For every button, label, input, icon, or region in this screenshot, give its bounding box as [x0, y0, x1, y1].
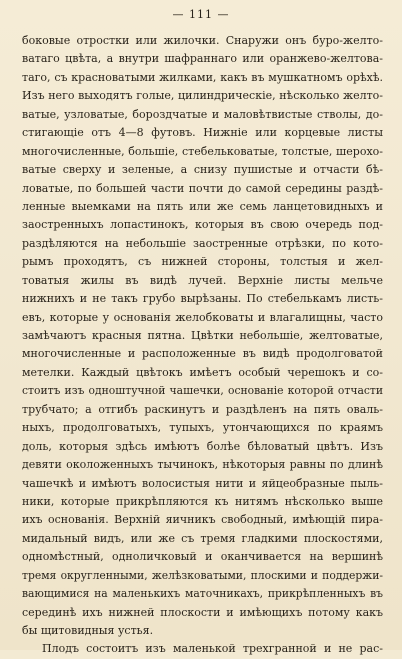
- text-line: доль, которыя здѣсь имѣютъ болѣе бѣловатый цвѣтъ. Изъ: [22, 439, 383, 453]
- text-line: многочисленные и расположенные въ видѣ продолговатой: [22, 347, 383, 361]
- text-line: тремя округленными, желѣзковатыми, плоскими и поддержи-: [22, 568, 383, 582]
- text-line: ватаго цвѣта, а внутри шафраннаго или оранжево-желтова-: [22, 52, 383, 66]
- text-line: Плодъ состоитъ изъ маленькой трехгранной и не рас-: [42, 642, 383, 656]
- text-line: ловатые, по большей части почти до самой середины раздѣ-: [22, 181, 383, 195]
- text-line: рымъ проходятъ, съ нижней стороны, толстыя и жел-: [22, 255, 383, 269]
- text-line: нижнихъ и не такъ грубо вырѣзаны. По стебелькамъ листь-: [22, 292, 383, 306]
- text-line: раздѣляются на небольшіе заостренные отрѣзки, по кото-: [22, 236, 383, 250]
- text-line: ватые, узловатые, бороздчатые и маловѣтвистые стволы, до-: [22, 107, 383, 121]
- text-line: метелки. Каждый цвѣтокъ имѣетъ особый черешокъ и со-: [22, 365, 383, 379]
- text-line: Изъ него выходятъ голые, цилиндрическіе, нѣсколько желто-: [22, 89, 383, 103]
- text-line: таго, съ красноватыми жилками, какъ въ мушкатномъ орѣхѣ.: [22, 70, 383, 84]
- text-line: трубчато; а отгибъ раскинутъ и раздѣленъ на пять оваль-: [22, 402, 383, 416]
- text-line: серединѣ ихъ нижней плоскости и имѣющихъ потому какъ: [22, 605, 383, 619]
- text-line: ники, которые прикрѣпляются къ нитямъ нѣсколько выше: [22, 494, 383, 508]
- text-line: девяти околоженныхъ тычинокъ, нѣкоторыя равны по длинѣ: [22, 458, 383, 472]
- text-line: бы щитовидныя устья.: [22, 624, 154, 637]
- text-line: боковые отростки или жилочки. Снаружи онъ буро-желто-: [22, 34, 383, 47]
- text-line: мидальный видъ, или же съ тремя гладкими плоскостями,: [22, 531, 383, 545]
- text-line: ихъ основанія. Верхній яичникъ свободный, имѣющій пира-: [22, 513, 383, 527]
- text-line: ватые сверху и зеленые, а снизу пушистые и отчасти бѣ-: [22, 163, 383, 177]
- text-line: ленные выемками на пять или же семь ланцетовидныхъ и: [22, 199, 383, 213]
- text-line: многочисленные, большіе, стебельковатые, толстые, шерохо-: [22, 144, 383, 158]
- text-line: товатыя жилы въ видѣ лучей. Верхніе листы мельче: [22, 273, 383, 287]
- text-line: евъ, которые у основанія желобковаты и влагалищны, часто: [22, 310, 383, 324]
- text-line: одномѣстный, одноличковый и оканчивается на вершинѣ: [22, 550, 383, 564]
- body-text: [22, 32, 383, 659]
- text-line: ныхъ, продолговатыхъ, тупыхъ, утончающихся по краямъ: [22, 421, 383, 435]
- text-line: чашечкѣ и имѣютъ волосистыя нити и яйцеобразные пыль-: [22, 476, 383, 490]
- text-line: заостренныхъ лопастинокъ, которыя въ свою очередь под-: [22, 218, 383, 232]
- text-line: стигающіе отъ 4—8 футовъ. Нижніе или корцевые листы: [22, 126, 383, 140]
- text-line: замѣчаютъ красныя пятна. Цвѣтки небольшіе, желтоватые,: [22, 329, 383, 342]
- page-number: — 111 —: [172, 8, 230, 21]
- text-line: стоитъ изъ одноштучной чашечки, основаніе которой отчасти: [22, 384, 383, 398]
- text-line: вающимися на маленькихъ маточникахъ, прикрѣпленныхъ въ: [22, 587, 383, 601]
